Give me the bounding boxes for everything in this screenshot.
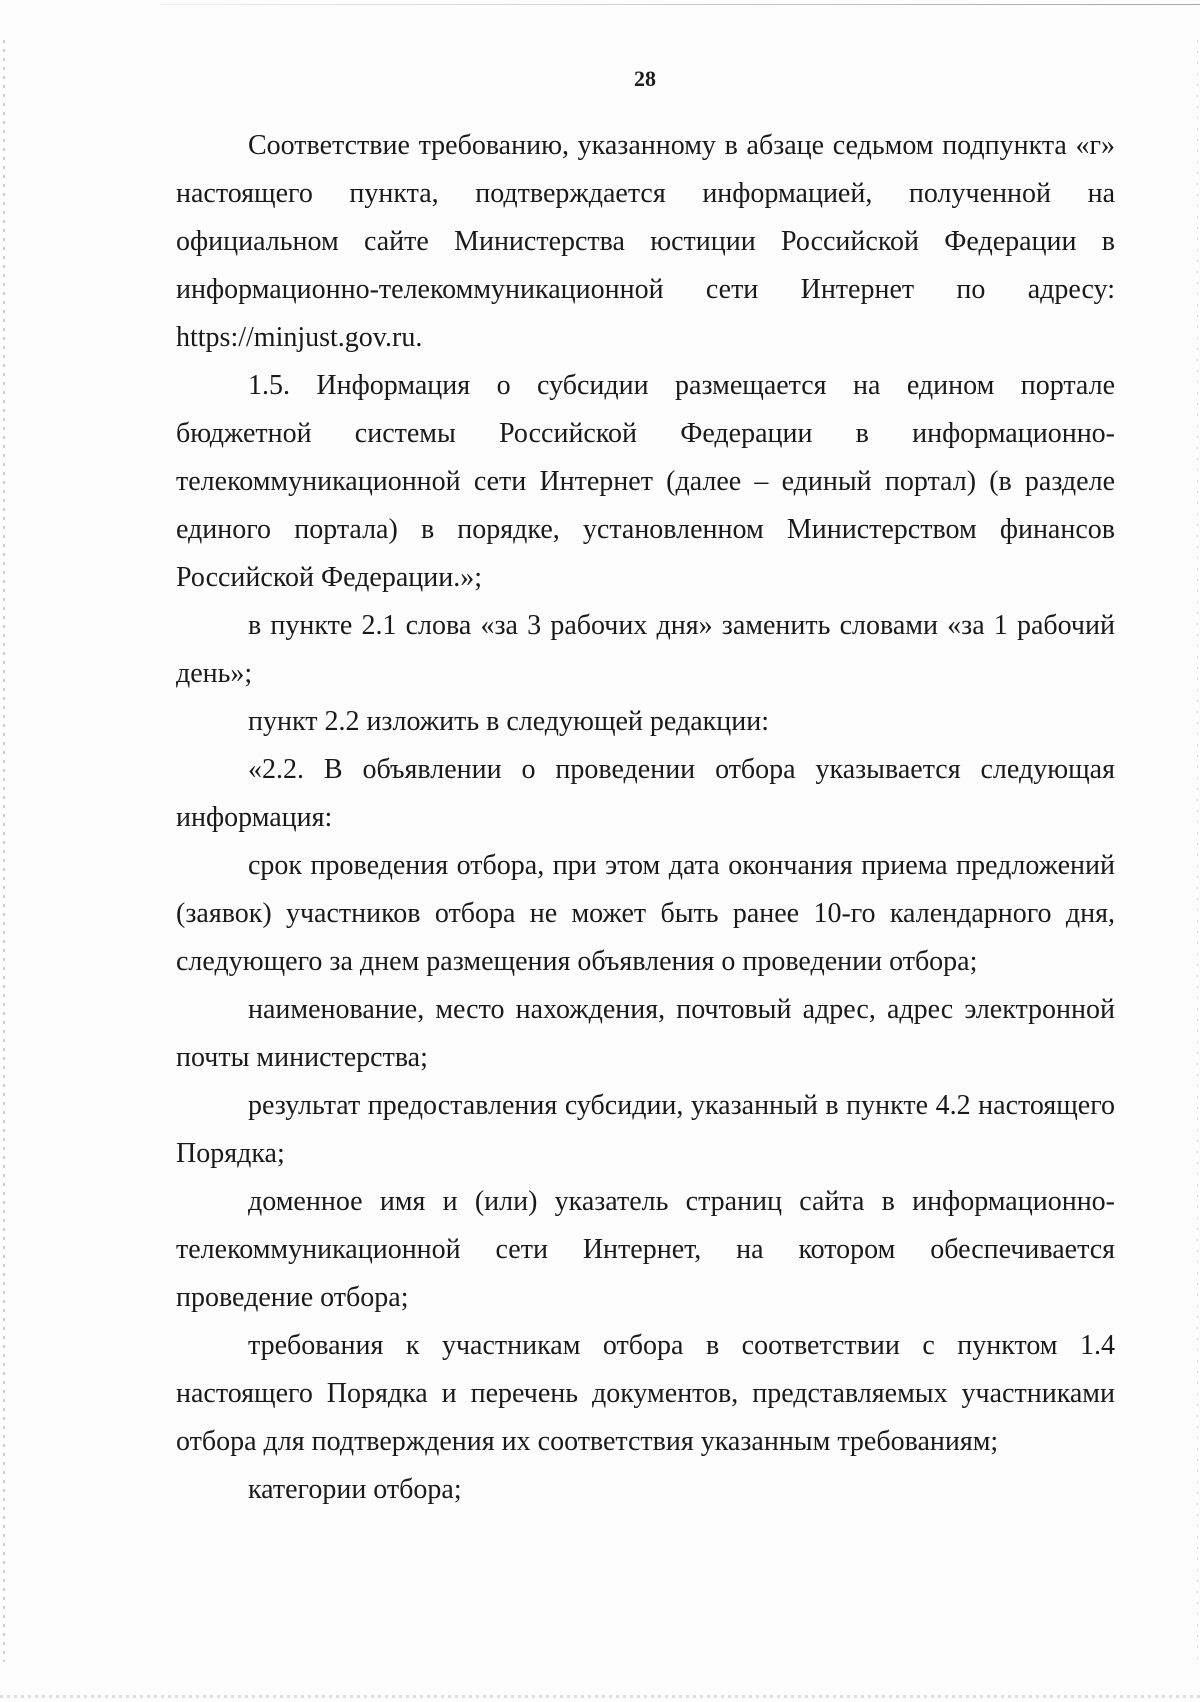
paragraph-1-5-subsidy-info: 1.5. Информация о субсидии размещается на едином портале бюджетной системы Российской Федерации в информационно-телекоммуникационной сети Интернет (далее – единый портал) (в разделе единого портала) в порядке, установленном Министерством финансов Российской Федерации.»;	[176, 370, 1115, 593]
paragraph-subsidy-result: результат предоставления субсидии, указанный в пункте 4.2 настоящего Порядка;	[176, 1090, 1115, 1169]
paragraph-requirement-confirmation: Соответствие требованию, указанному в абзаце седьмом подпункта «г» настоящего пункта, подтверждается информацией, полученной на официальном сайте Министерства юстиции Российской Федерации в информационно-телекоммуникационной сети Интернет по адресу: https://minjust.gov.ru.	[176, 130, 1115, 353]
scan-bottom-edge	[0, 1695, 1200, 1698]
paragraph-selection-categories: категории отбора;	[248, 1474, 462, 1505]
paragraph-2-2-new-wording: пункт 2.2 изложить в следующей редакции:	[248, 706, 769, 737]
paragraph-ministry-details: наименование, место нахождения, почтовый адрес, адрес электронной почты министерства;	[176, 994, 1115, 1073]
paragraph-domain-name: доменное имя и (или) указатель страниц сайта в информационно-телекоммуникационной сети Интернет, на котором обеспечивается проведение отбора;	[176, 1186, 1115, 1313]
scan-right-edge	[1197, 40, 1198, 1662]
paragraph-2-1-amendment: в пункте 2.1 слова «за 3 рабочих дня» заменить словами «за 1 рабочий день»;	[176, 610, 1115, 689]
scan-left-edge	[3, 40, 5, 1662]
document-body	[176, 122, 1115, 1514]
paragraph-2-2-announcement: «2.2. В объявлении о проведении отбора указывается следующая информация:	[176, 754, 1115, 833]
paragraph-selection-period: срок проведения отбора, при этом дата окончания приема предложений (заявок) участников отбора не может быть ранее 10-го календарного дня, следующего за днем размещения объявления о проведении отбора;	[176, 850, 1115, 977]
scan-top-edge	[160, 4, 1200, 5]
paragraph-participant-requirements: требования к участникам отбора в соответствии с пунктом 1.4 настоящего Порядка и перечень документов, представляемых участниками отбора для подтверждения их соответствия указанным требованиям;	[176, 1330, 1115, 1457]
page-number: 28	[634, 66, 656, 91]
